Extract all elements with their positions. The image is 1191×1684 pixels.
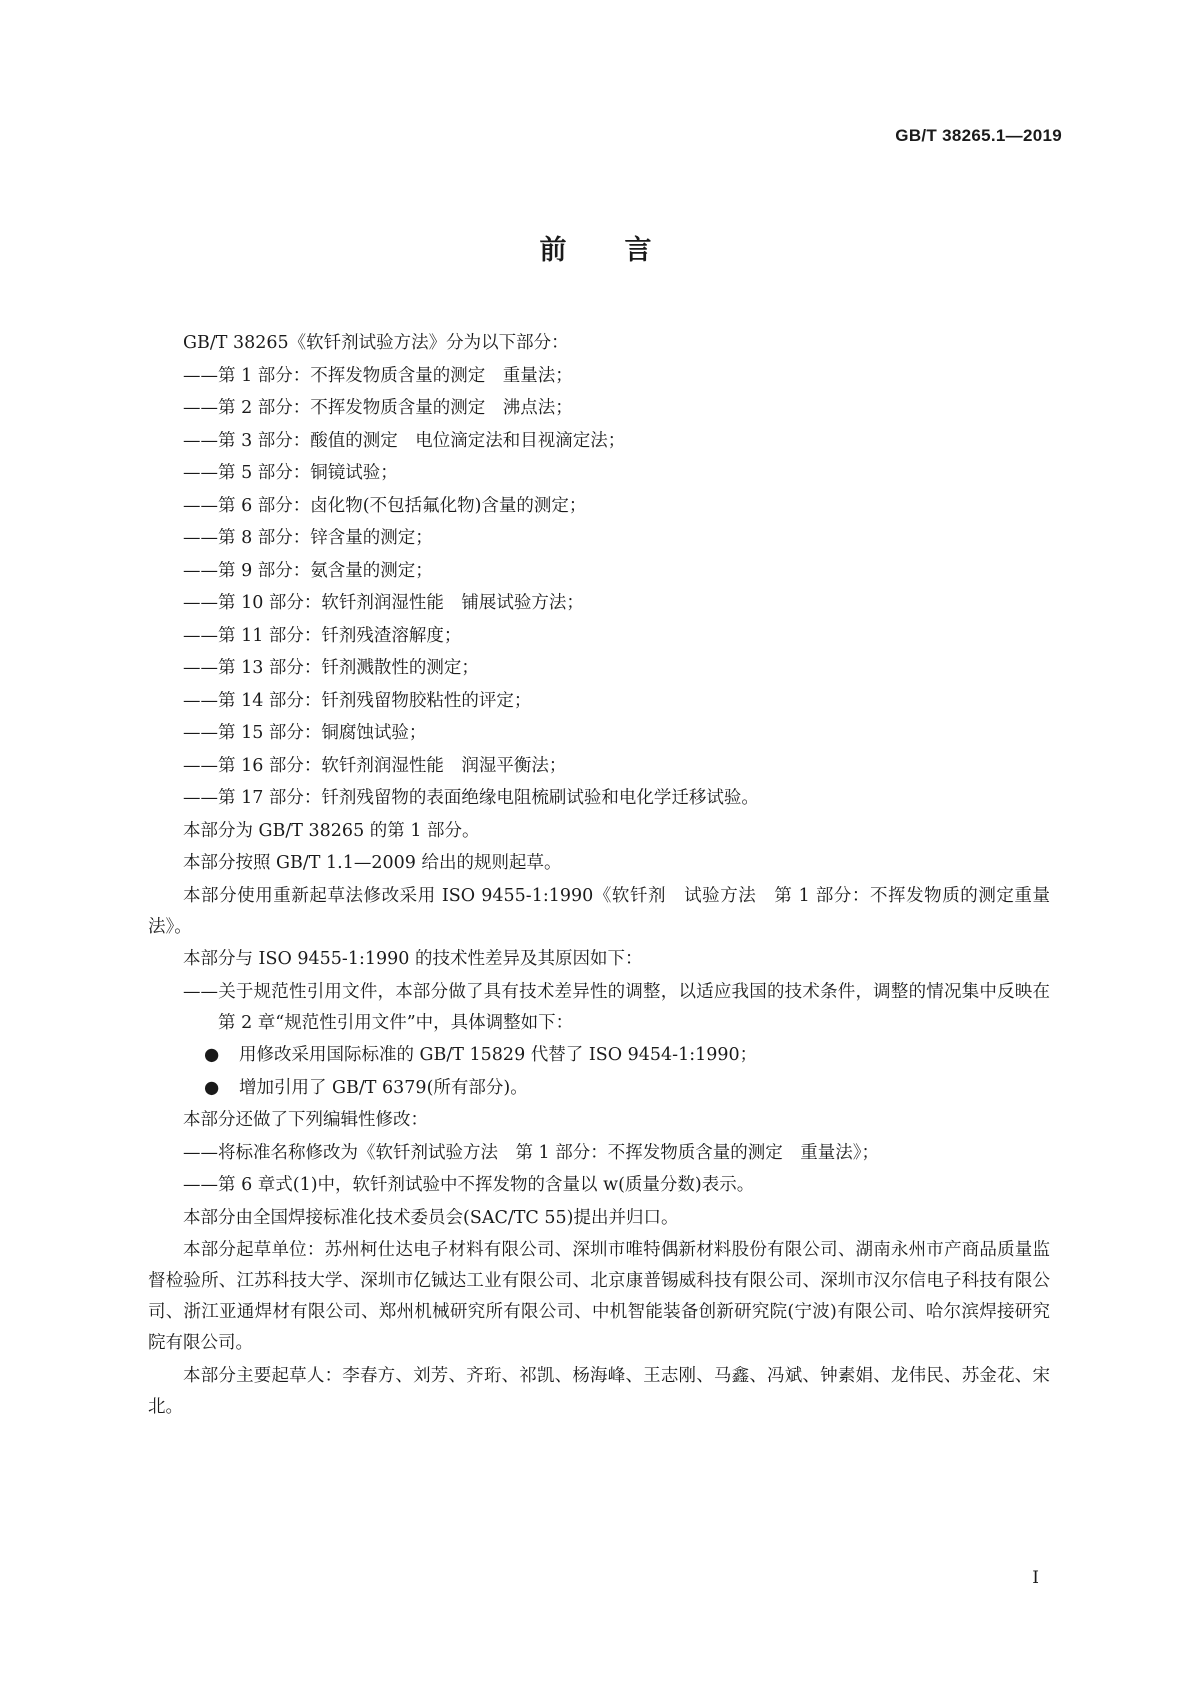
bullet-dot-icon: ● [204,1077,220,1098]
parts-list-item: ——第 1 部分：不挥发物质含量的测定 重量法； [183,365,573,386]
foreword-body [148,328,1050,1424]
parts-list-item: ——第 14 部分：钎剂残留物胶粘性的评定； [183,690,532,711]
proposed-by-paragraph: 本部分由全国焊接标准化技术委员会(SAC/TC 55)提出并归口。 [183,1207,679,1228]
parts-list-item: ——第 5 部分：铜镜试验； [183,463,398,483]
parts-list [148,361,1050,815]
parts-list-item: ——第 9 部分：氨含量的测定； [183,560,433,581]
bullet-text: 用修改采用国际标准的 GB/T 15829 代替了 ISO 9454-1:1990； [239,1045,758,1065]
page-number: I [1032,1568,1039,1588]
difference-item: ——关于规范性引用文件，本部分做了具有技术差异性的调整，以适应我国的技术条件，调整的情况集中反映在第 2 章“规范性引用文件”中，具体调整如下： [183,981,1050,1033]
differences-intro-paragraph: 本部分与 ISO 9455-1:1990 的技术性差异及其原因如下： [183,949,643,969]
page-title: 前言 [539,235,710,266]
editorial-intro-paragraph: 本部分还做了下列编辑性修改： [183,1110,428,1130]
parts-list-item: ——第 11 部分：钎剂残渣溶解度； [183,625,462,646]
part-of-paragraph: 本部分为 GB/T 38265 的第 1 部分。 [183,820,480,841]
bullet-text: 增加引用了 GB/T 6379(所有部分)。 [239,1077,528,1098]
parts-list-item: ——第 3 部分：酸值的测定 电位滴定法和目视滴定法； [183,430,626,451]
parts-list-item: ——第 15 部分：铜腐蚀试验； [183,723,427,743]
drafters-paragraph: 本部分主要起草人：李春方、刘芳、齐珩、祁凯、杨海峰、王志刚、马鑫、冯斌、钟素娟、龙伟民、苏金花、宋北。 [148,1365,1050,1417]
standard-number: GB/T 38265.1—2019 [895,126,1062,145]
bullet-item [148,1040,1050,1071]
parts-list-item: ——第 13 部分：钎剂溅散性的测定； [183,658,479,678]
parts-list-item: ——第 17 部分：钎剂残留物的表面绝缘电阻梳刷试验和电化学迁移试验。 [183,788,759,808]
bullet-item [148,1073,1050,1104]
adoption-paragraph: 本部分使用重新起草法修改采用 ISO 9455-1:1990《软钎剂 试验方法 第 1 部分：不挥发物质的测定重量法》。 [148,885,1050,937]
drafting-rules-paragraph: 本部分按照 GB/T 1.1—2009 给出的规则起草。 [183,853,562,873]
parts-list-item: ——第 2 部分：不挥发物质含量的测定 沸点法； [183,398,573,418]
drafting-units-paragraph: 本部分起草单位：苏州柯仕达电子材料有限公司、深圳市唯特偶新材料股份有限公司、湖南永州市产商品质量监督检验所、江苏科技大学、深圳市亿铖达工业有限公司、北京康普锡威科技有限公司、深圳市汉尔信电子科技有限公司、浙江亚通焊材有限公司、郑州机械研究所有限公司、中机智能装备创新研究院(宁波)有限公司、哈尔滨焊接研究院有限公司。 [148,1240,1050,1353]
parts-list-item: ——第 10 部分：软钎剂润湿性能 铺展试验方法； [183,593,584,613]
parts-list-item: ——第 8 部分：锌含量的测定； [183,528,433,548]
editorial-item: ——将标准名称修改为《软钎剂试验方法 第 1 部分：不挥发物质含量的测定 重量法》； [183,1142,880,1163]
intro-paragraph: GB/T 38265《软钎剂试验方法》分为以下部分： [183,333,569,353]
parts-list-item: ——第 16 部分：软钎剂润湿性能 润湿平衡法； [183,755,567,776]
editorial-item: ——第 6 章式(1)中，软钎剂试验中不挥发物的含量以 w(质量分数)表示。 [183,1175,755,1195]
parts-list-item: ——第 6 部分：卤化物(不包括氟化物)含量的测定； [183,495,587,516]
bullet-dot-icon: ● [204,1045,220,1065]
